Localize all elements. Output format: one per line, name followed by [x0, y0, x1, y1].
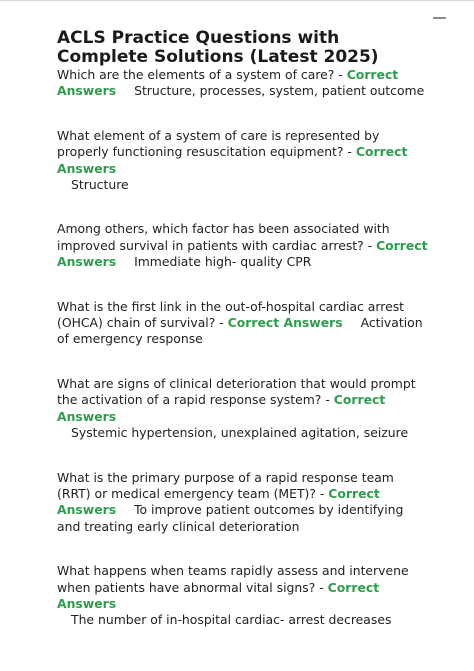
answer-text: Systemic hypertension, unexplained agitation, seizure	[71, 425, 409, 441]
document-page	[57, 29, 429, 629]
qa-item-2	[57, 128, 429, 194]
answer-text: To improve patient outcomes by identifying and treating early clinical deterioration	[57, 502, 404, 534]
question-text: What happens when teams rapidly assess and intervene when patients have abnormal vital signs? -	[57, 563, 409, 595]
qa-item-4	[57, 299, 429, 348]
document-title: ACLS Practice Questions with Complete Solutions (Latest 2025)	[57, 28, 379, 67]
answer-text: Activation of emergency response	[57, 315, 423, 347]
page-corner-mark	[433, 17, 446, 19]
question-text: What is the primary purpose of a rapid response team (RRT) or medical emergency team (MET)? -	[57, 469, 394, 501]
correct-answers-label: Correct Answers	[57, 485, 380, 518]
qa-item-5	[57, 376, 429, 442]
answer-text: Immediate high- quality CPR	[134, 254, 312, 270]
answer-text: Structure, processes, system, patient outcome	[134, 83, 425, 99]
question-text: Among others, which factor has been associated with improved survival in patients with cardiac arrest? -	[57, 221, 390, 253]
question-text: What are signs of clinical deterioration that would prompt the activation of a rapid response system? -	[57, 375, 416, 408]
correct-answers-label: Correct Answers	[57, 144, 408, 176]
qa-item-1	[57, 67, 429, 100]
correct-answers-label: Correct Answers	[57, 237, 428, 270]
qa-item-6	[57, 470, 429, 536]
qa-item-7	[57, 563, 429, 629]
answer-text: The number of in-hospital cardiac- arrest decreases	[71, 612, 392, 628]
question-text: What is the first link in the out-of-hospital cardiac arrest (OHCA) chain of survival? -	[57, 298, 405, 331]
qa-item-3	[57, 221, 429, 270]
correct-answers-label: Correct Answers	[57, 579, 380, 611]
page-top-border	[0, 0, 474, 1]
question-text: Which are the elements of a system of care? -	[57, 67, 343, 82]
correct-answers-label: Correct Answers	[57, 67, 399, 99]
correct-answers-label: Correct Answers	[227, 315, 343, 331]
correct-answers-label: Correct Answers	[57, 392, 386, 424]
answer-text: Structure	[71, 177, 129, 193]
question-text: What element of a system of care is represented by properly functioning resuscitation equipment? -	[57, 127, 380, 160]
